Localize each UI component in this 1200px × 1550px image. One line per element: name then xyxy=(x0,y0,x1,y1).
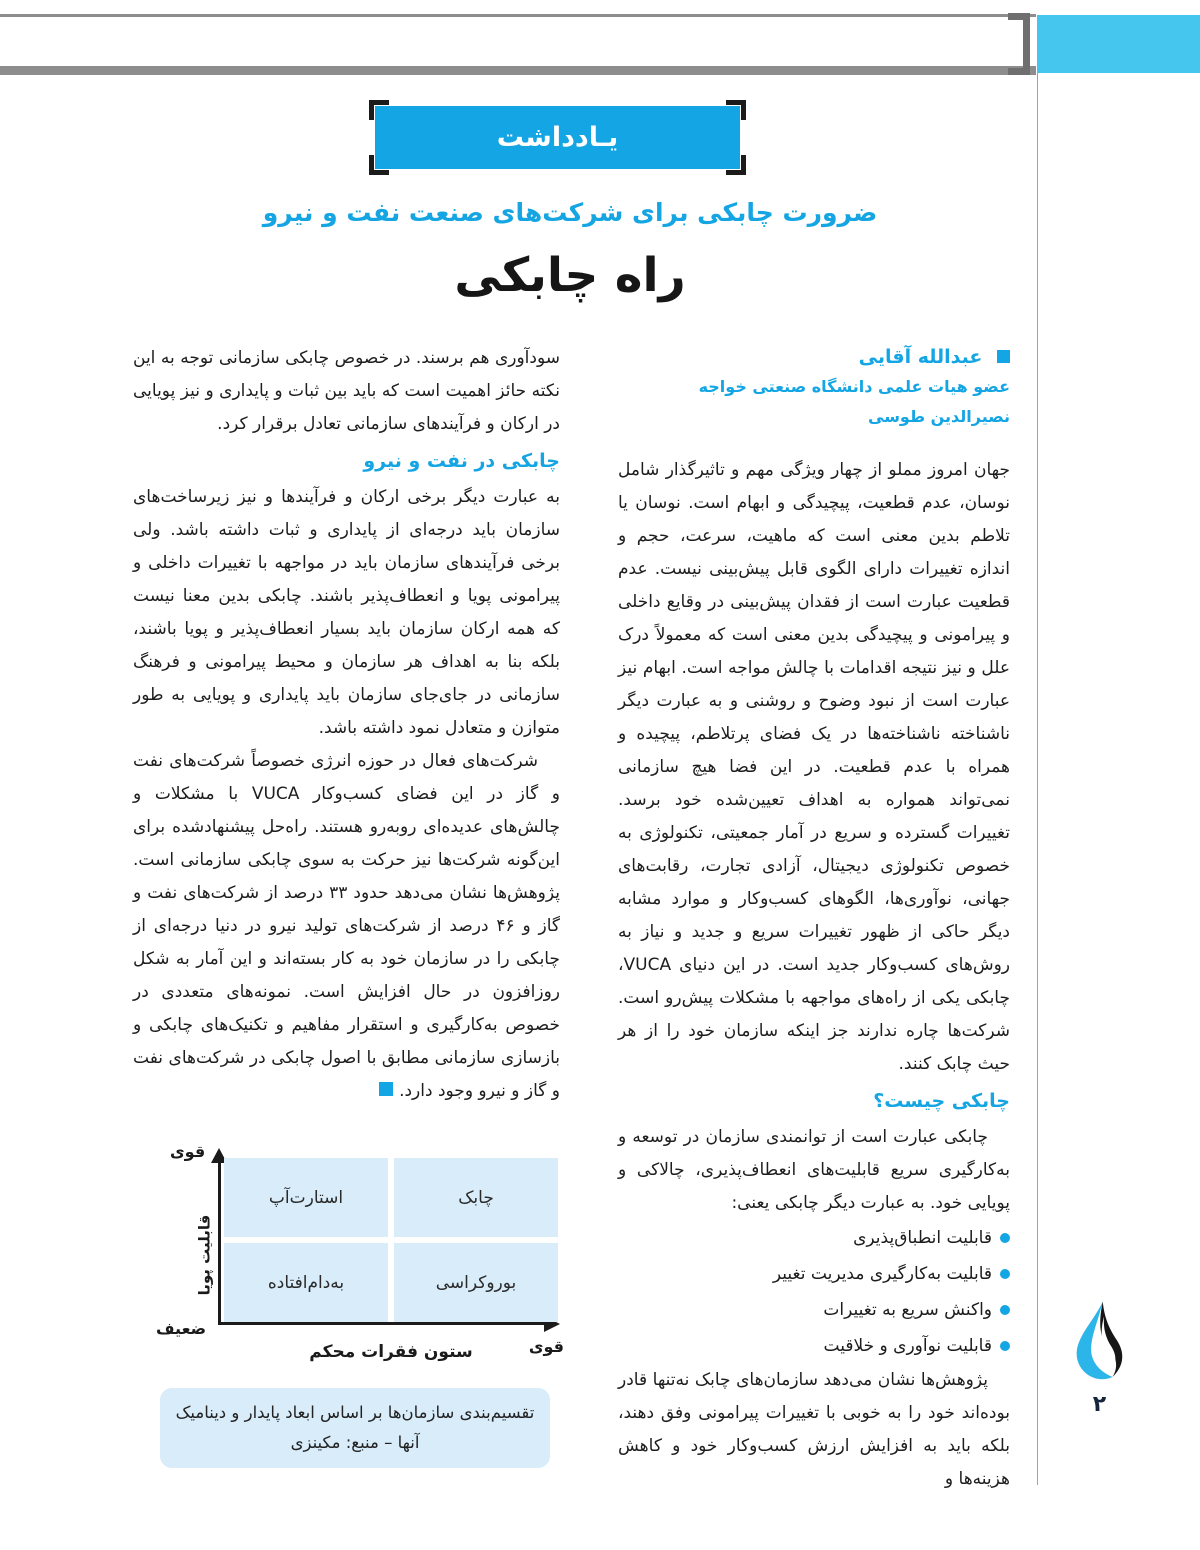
author-name: عبدالله آقایی xyxy=(858,346,983,368)
paragraph-text: شرکت‌های فعال در حوزه انرژی خصوصاً شرکت‌های نفت و گاز در این فضای کسب‌وکار VUCA با مشکلات و چالش‌های عدیده‌ای روبه‌رو هستند. راه‌حل پیشنهادشده برای این‌گونه شرکت‌ها نیز حرکت به سوی چابکی سازمانی است. پژوهش‌ها نشان می‌دهد حدود ۳۳ درصد از شرکت‌های نفت و گاز و ۴۶ درصد از شرکت‌های تولید نیرو در دنیا درجه‌ای از چابکی را در سازمان خود به کار بسته‌اند و این آمار به شکل روزافزون در حال افزایش است. نمونه‌های متعددی در خصوص به‌کارگیری و استقرار مفاهیم و تکنیک‌های چابکی و بازسازی سازمانی مطابق با اصول چابکی در شرکت‌های نفت و گاز و نیرو وجود دارد. xyxy=(133,751,561,1101)
quadrant-grid xyxy=(224,1158,558,1322)
column-right xyxy=(618,342,1010,1496)
x-axis-max-label: قوی xyxy=(528,1337,564,1356)
paragraph: پژوهش‌ها نشان می‌دهد سازمان‌های چابک نه‌تنها قادر بوده‌اند خود را به خوبی با تغییرات پیرامونی وفق دهند، بلکه باید به افزایش ارزش کسب‌وکار خود و کاهش هزینه‌ها و xyxy=(618,1370,1010,1489)
quadrant-bureaucracy: بوروکراسی xyxy=(394,1243,558,1322)
figure-caption xyxy=(160,1388,550,1468)
y-axis-line xyxy=(218,1162,221,1322)
header-end-bracket xyxy=(1008,13,1030,75)
sidebar-divider-line xyxy=(1037,73,1038,1485)
author-name-row xyxy=(618,342,1010,372)
paragraph: جهان امروز مملو از چهار ویژگی مهم و تاثیرگذار شامل نوسان، عدم قطعیت، پیچیدگی و ابهام است. نوسان یا تلاطم بدین معنی است که ماهیت، سرعت، حجم و اندازه تغییرات دارای الگوی قابل پیش‌بینی نیست. عدم قطعیت عبارت است از فقدان پیش‌بینی در وقایع داخلی و پیرامونی و پیچیدگی بدین معنی است که معمولاً درک علل و نیز نتیجه اقدامات با چالش مواجه است. ابهام نیز عبارت است از نبود وضوح و روشنی و به عبارت دیگر ناشناخته ناشناخته‌ها در یک فضای پرتلاطم، پیچیده و همراه با عدم قطعیت. در این فضا هیچ سازمانی نمی‌تواند همواره به اهداف تعیین‌شده خود برسد. تغییرات گسترده و سریع در آمار جمعیتی، تکنولوژی به خصوص تکنولوژی دیجیتال، آزادی تجارت، رقابت‌های جهانی، نوآوری‌ها، الگوهای کسب‌وکار و موارد مشابه دیگر حاکی از ظهور تغییرات سریع و جدید و نیاز به روش‌های کسب‌وکار جدید است. در این دنیای VUCA، چابکی یکی از راه‌های مواجهه با مشکلات پیش‌رو است. شرکت‌ها چاره ندارند جز اینکه سازمان خود را از هر حیث چابک کنند. xyxy=(618,460,1010,1074)
section-badge xyxy=(375,106,740,169)
badge-corner-icon xyxy=(726,155,746,175)
quadrant-startup: استارت‌آپ xyxy=(224,1158,388,1237)
figure-caption-line1: تقسیم‌بندی سازمان‌ها بر اساس ابعاد پایدار و دینامیک xyxy=(175,1403,535,1422)
quadrant-figure xyxy=(138,1140,568,1370)
x-axis-title: ستون فقرات محکم xyxy=(309,1342,473,1362)
page-number: ۲ xyxy=(1092,1392,1107,1417)
y-axis-min-label: ضعیف xyxy=(156,1319,207,1338)
paragraph: به عبارت دیگر برخی ارکان و فرآیندها و نیز زیرساخت‌های سازمان باید درجه‌ای از پایداری و ثبات داشته باشد. ولی برخی فرآیندهای سازمان باید در مواجهه با تغییرات داخلی و پیرامونی پویا و انعطاف‌پذیر باشند. چابکی بدین معنا نیست که همه ارکان سازمان باید بسیار انعطاف‌پذیر و پویا باشند، بلکه بنا به اهداف هر سازمان و محیط پیرامونی و فرهنگ سازمانی در جای‌جای سازمان باید پایداری و پویایی به طور متوازن و متعادل نمود داشته باشد. xyxy=(133,487,560,738)
quadrant-agile: چابک xyxy=(394,1158,558,1237)
x-axis-line xyxy=(218,1322,546,1325)
subheading-what-is-agility: چابکی چیست؟ xyxy=(873,1090,1010,1112)
list-item: قابلیت انطباق‌پذیری xyxy=(618,1220,1010,1256)
badge-corner-icon xyxy=(369,155,389,175)
agility-bullet-list xyxy=(618,1220,1010,1364)
article-kicker: ضرورت چابکی برای شرکت‌های صنعت نفت و نیرو xyxy=(262,198,878,227)
paragraph: چابکی عبارت است از توانمندی سازمان در توسعه و به‌کارگیری سریع قابلیت‌های انعطاف‌پذیری، چالاکی و پویایی خود. به عبارت دیگر چابکی یعنی: xyxy=(618,1127,1010,1213)
author-affiliation: عضو هیات علمی دانشگاه صنعتی خواجه نصیرالدین طوسی xyxy=(698,377,1010,426)
list-item: قابلیت نوآوری و خلاقیت xyxy=(618,1328,1010,1364)
author-square-icon xyxy=(997,350,1010,363)
quadrant-trapped: به‌دام‌افتاده xyxy=(224,1243,388,1322)
article-title: راه چابکی xyxy=(454,248,686,303)
header-top-rule xyxy=(0,14,1036,17)
publication-logo-icon xyxy=(1072,1300,1130,1386)
article-end-square-icon xyxy=(379,1082,393,1096)
subheading-agility-in-oil-power: چابکی در نفت و نیرو xyxy=(363,450,560,472)
y-axis-title: قابلیت پویا xyxy=(195,1214,214,1296)
y-axis-max-label: قوی xyxy=(170,1142,206,1161)
corner-accent-block xyxy=(1037,15,1200,73)
author-block xyxy=(618,342,1010,432)
badge-corner-icon xyxy=(726,100,746,120)
list-item: قابلیت به‌کارگیری مدیریت تغییر xyxy=(618,1256,1010,1292)
list-item: واکنش سریع به تغییرات xyxy=(618,1292,1010,1328)
section-badge-label: یـادداشت xyxy=(496,122,619,153)
header-bottom-rule xyxy=(0,66,1036,75)
badge-corner-icon xyxy=(369,100,389,120)
paragraph: سودآوری هم برسند. در خصوص چابکی سازمانی توجه به این نکته حائز اهمیت است که باید بین ثبات و پایداری و نیز پویایی در ارکان و فرآیندهای سازمانی تعادل برقرار کرد. xyxy=(133,348,560,434)
paragraph xyxy=(133,745,560,1108)
figure-caption-line2: آنها – منبع: مکینزی xyxy=(290,1433,420,1452)
